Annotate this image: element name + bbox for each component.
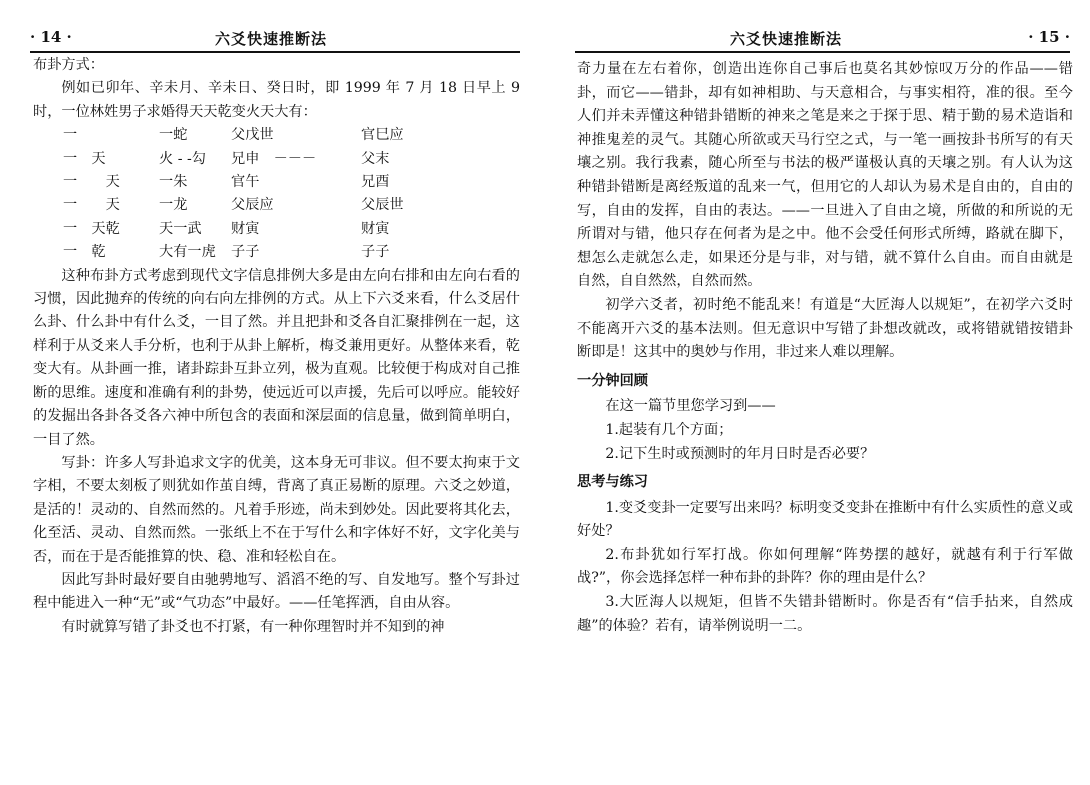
writing-paragraph: 写卦：许多人写卦追求文字的优美，这本身无可非议。但不要太拘束于文字相，不要太刻板了则犹如作茧自缚，背离了真正易断的原理。六爻之妙道，是活的！灵动的、自然而然的。凡着手形迹，尚未到妙处。因此要将其化去，化至活、灵动、自然而然。一张纸上不在于写什么和字体好不好，文字化美与否，而在于是否能推算的快、稳、准和轻松自在。	[33, 454, 520, 565]
beginner-paragraph: 初学六爻者，初时绝不能乱来！有道是“大匠海人以规矩”，在初学六爻时不能离开六爻的基本法则。但无意识中写错了卦想改就改，或将错就错按错卦断即是！这其中的奥妙与作用，非过来人难以理解。	[577, 296, 1073, 361]
hexagram-main: 父戊世	[231, 127, 274, 144]
review-intro: 在这一篇节里您学习到——	[605, 398, 776, 415]
hexagram-row	[63, 124, 481, 147]
free-writing-paragraph: 因此写卦时最好要自由驰骋地写、滔滔不绝的写、自发地写。整个写卦过程中能进入一种“无”或“气功态”中最好。——任笔挥洒，自由从容。	[33, 571, 520, 612]
hexagram-line: 一 乾	[63, 244, 106, 261]
exercise-heading: 思考与练习	[577, 474, 648, 491]
right-page	[545, 0, 1090, 785]
exercise-item: 2.布卦犹如行军打战。你如何理解“阵势摆的越好，就越有利于行军做战?”，你会选择怎样一种布卦的卦阵？你的理由是什么？	[577, 546, 1073, 587]
hexagram-main: 父辰应	[231, 197, 274, 214]
hexagram-line: 一 天	[63, 197, 120, 214]
hexagram-line: 一 天	[63, 174, 120, 191]
left-page-number: · 14 ·	[30, 28, 72, 46]
hexagram-spirit: 一朱	[159, 174, 188, 191]
mistake-paragraph-continued: 奇力量在左右着你，创造出连你自己事后也莫名其妙惊叹万分的作品——错卦，而它——错卦，却有如神相助、与天意相合，与事实相符，准的很。至今人们并未弄懂这种错卦错断的神来之笔是来之于探于思、精于勤的易术造诣和神推鬼差的灵气。其随心所欲或天马行空之式，与一笔一画按卦书所写的有天壤之别。我行我素，随心所至与书法的极严谨极认真的天壤之别。有人认为这种错卦错断是离经叛道的乱来一气，但用它的人却认为易术是自由的，自由的写，自由的发挥，自由的表达。——一旦进入了自由之境，所做的和所说的无所谓对与错，他只存在何者为是之中。他不会受任何形式所缚，路就在脚下，想怎么走就怎么走，如果还分是与非，对与错，就不算什么自由。而自由就是自然，自自然然，自然而然。	[577, 61, 1073, 290]
hexagram-spirit: 天一武	[159, 220, 202, 237]
hexagram-row	[63, 148, 481, 171]
hexagram-main: 子子	[231, 244, 260, 261]
layout-explanation-paragraph: 这种布卦方式考虑到现代文字信息排例大多是由左向右排和由左向右看的习惯，因此抛弃的传统的向右向左排例的方式。从上下六爻来看，什么爻居什么卦、什么卦中有什么爻，一目了然。并且把卦和爻各自汇聚排例在一起，这样利于从爻来人手分析，也利于从卦上解析，梅爻兼用更好。从整体来看，乾变大有。从卦画一推，诸卦踪卦互卦立列，极为直观。比较便于构成对自己推断的思维。速度和准确有利的卦势，使远近可以声援，先后可以呼应。能较好的发掘出各卦各爻各六神中所包含的表面和深层面的信息量，做到简单明白，一目了然。	[33, 267, 520, 448]
exercise-item: 3.大匠海人以规矩，但皆不失错卦错断时。你是否有“信手拈来，自然成趣”的体验？若有，请举例说明一二。	[577, 594, 1073, 634]
hexagram-row	[63, 241, 481, 264]
right-header-title: 六爻快速推断法	[730, 30, 843, 48]
left-page-header	[30, 28, 520, 50]
review-heading: 一分钟回顾	[577, 372, 648, 389]
hexagram-row	[63, 194, 481, 217]
hexagram-main: 兄申 －－－	[231, 150, 317, 167]
review-item: 1.起装有几个方面；	[605, 421, 733, 438]
hexagram-row	[63, 171, 481, 194]
hexagram-line: 一	[63, 127, 78, 144]
right-page-body	[577, 58, 1073, 638]
hexagram-row	[63, 218, 481, 241]
hexagram-spirit: 火 - -勾	[159, 150, 206, 167]
left-header-rule	[30, 51, 520, 53]
mistake-paragraph-start: 有时就算写错了卦爻也不打紧，有一种你理智时并不知到的神	[61, 618, 445, 635]
hexagram-changed: 兄酉	[361, 174, 390, 191]
left-page-body	[33, 54, 520, 639]
hexagram-changed: 官巳应	[361, 127, 404, 144]
hexagram-changed: 父辰世	[361, 197, 404, 214]
intro-heading: 布卦方式：	[33, 57, 104, 73]
right-page-header	[575, 28, 1070, 50]
left-header-title: 六爻快速推断法	[215, 30, 328, 48]
hexagram-changed: 财寅	[361, 220, 390, 237]
hexagram-main: 财寅	[231, 220, 260, 237]
hexagram-spirit: 一龙	[159, 197, 188, 214]
right-header-rule	[575, 51, 1070, 53]
hexagram-table	[63, 124, 481, 264]
exercise-item: 1.变爻变卦一定要写出来吗？标明变爻变卦在推断中有什么实质性的意义或好处？	[577, 499, 1073, 540]
example-paragraph: 例如已卯年、辛未月、辛未日、癸日时，即 1999 年 7 月 18 日早上 9 时，一位林姓男子求婚得天天乾变火天大有：	[33, 80, 520, 120]
hexagram-changed: 父末	[361, 150, 390, 167]
hexagram-changed: 子子	[361, 244, 390, 261]
hexagram-line: 一 天乾	[63, 220, 120, 237]
hexagram-spirit: 一蛇	[159, 127, 188, 144]
hexagram-line: 一 天	[63, 150, 106, 167]
review-item: 2.记下生时或预测时的年月日时是否必要？	[605, 445, 875, 462]
right-page-number: · 15 ·	[1028, 28, 1070, 46]
hexagram-spirit: 大有一虎	[159, 244, 216, 261]
hexagram-main: 官午	[231, 174, 260, 191]
